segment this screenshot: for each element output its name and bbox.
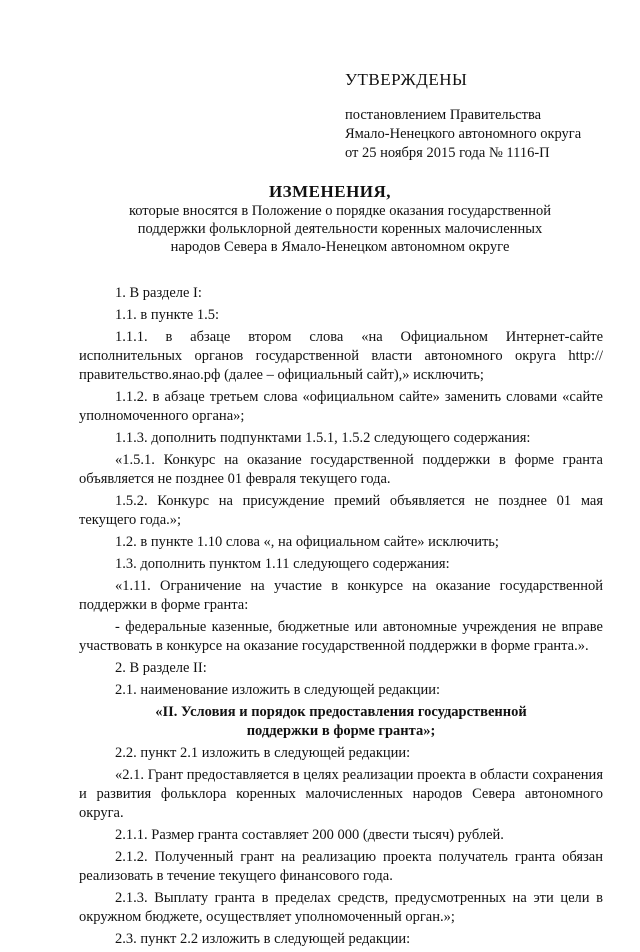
paragraph: 1.1.1. в абзаце втором слова «на Официальном Интернет-сайте исполнительных органов государственной власти автономного округа http://правительство.янао.рф (далее – официальный сайт),» исключить; [79,329,603,383]
paragraph: 1. В разделе I: [115,285,202,301]
paragraph: «1.5.1. Конкурс на оказание государственной поддержки в форме гранта объявляется не позднее 01 февраля текущего года. [79,452,603,487]
paragraph: 1.1. в пункте 1.5: [115,307,220,323]
subtitle-line: народов Севера в Ямало-Ненецком автономном округе [170,239,510,255]
approval-title: УТВЕРЖДЕНЫ [345,70,468,89]
paragraph: 1.3. дополнить пунктом 1.11 следующего содержания: [115,556,450,572]
approval-block [345,70,625,163]
approval-line: постановлением Правительства [345,107,542,123]
paragraph: 1.5.2. Конкурс на присуждение премий объявляется не позднее 01 мая текущего года.»; [79,493,603,528]
paragraph: 1.1.2. в абзаце третьем слова «официальном сайте» заменить словами «сайте уполномоченного органа»; [79,389,603,424]
subtitle-line: которые вносятся в Положение о порядке оказания государственной [128,203,552,219]
paragraph: 2. В разделе II: [115,660,207,676]
paragraph: 1.2. в пункте 1.10 слова «, на официальном сайте» исключить; [115,534,499,550]
document-body [79,284,603,952]
paragraph: 2.1. наименование изложить в следующей редакции: [115,682,441,698]
section-heading [79,703,603,741]
paragraph: 2.2. пункт 2.1 изложить в следующей редакции: [115,745,411,761]
document-title: ИЗМЕНЕНИЯ, [268,182,392,201]
paragraph: - федеральные казенные, бюджетные или автономные учреждения не вправе участвовать в конкурсе на оказание государственной поддержки в форме гранта.». [79,619,603,654]
paragraph: «2.1. Грант предоставляется в целях реализации проекта в области сохранения и развития фольклора коренных малочисленных народов Севера автономного округа. [79,767,603,821]
paragraph: «1.11. Ограничение на участие в конкурсе на оказание государственной поддержки в форме гранта: [79,578,603,613]
subtitle-line: поддержки фольклорной деятельности коренных малочисленных [137,221,543,237]
approval-line: Ямало-Ненецкого автономного округа [345,126,582,142]
paragraph: 2.1.1. Размер гранта составляет 200 000 (двести тысяч) рублей. [115,827,504,843]
paragraph: 2.1.3. Выплату гранта в пределах средств, предусмотренных на эти цели в окружном бюджете, осуществляет уполномоченный орган.»; [79,890,603,925]
paragraph: 2.1.2. Полученный грант на реализацию проекта получатель гранта обязан реализовать в течение текущего финансового года. [79,849,603,884]
approval-line: от 25 ноября 2015 года № 1116-П [345,145,550,161]
document-subtitle [100,202,580,256]
section-heading-line: «II. Условия и порядок предоставления государственной [155,704,527,720]
section-heading-line: поддержки в форме гранта»; [246,723,436,739]
paragraph: 2.3. пункт 2.2 изложить в следующей редакции: [115,931,411,947]
paragraph: 1.1.3. дополнить подпунктами 1.5.1, 1.5.2 следующего содержания: [115,430,531,446]
